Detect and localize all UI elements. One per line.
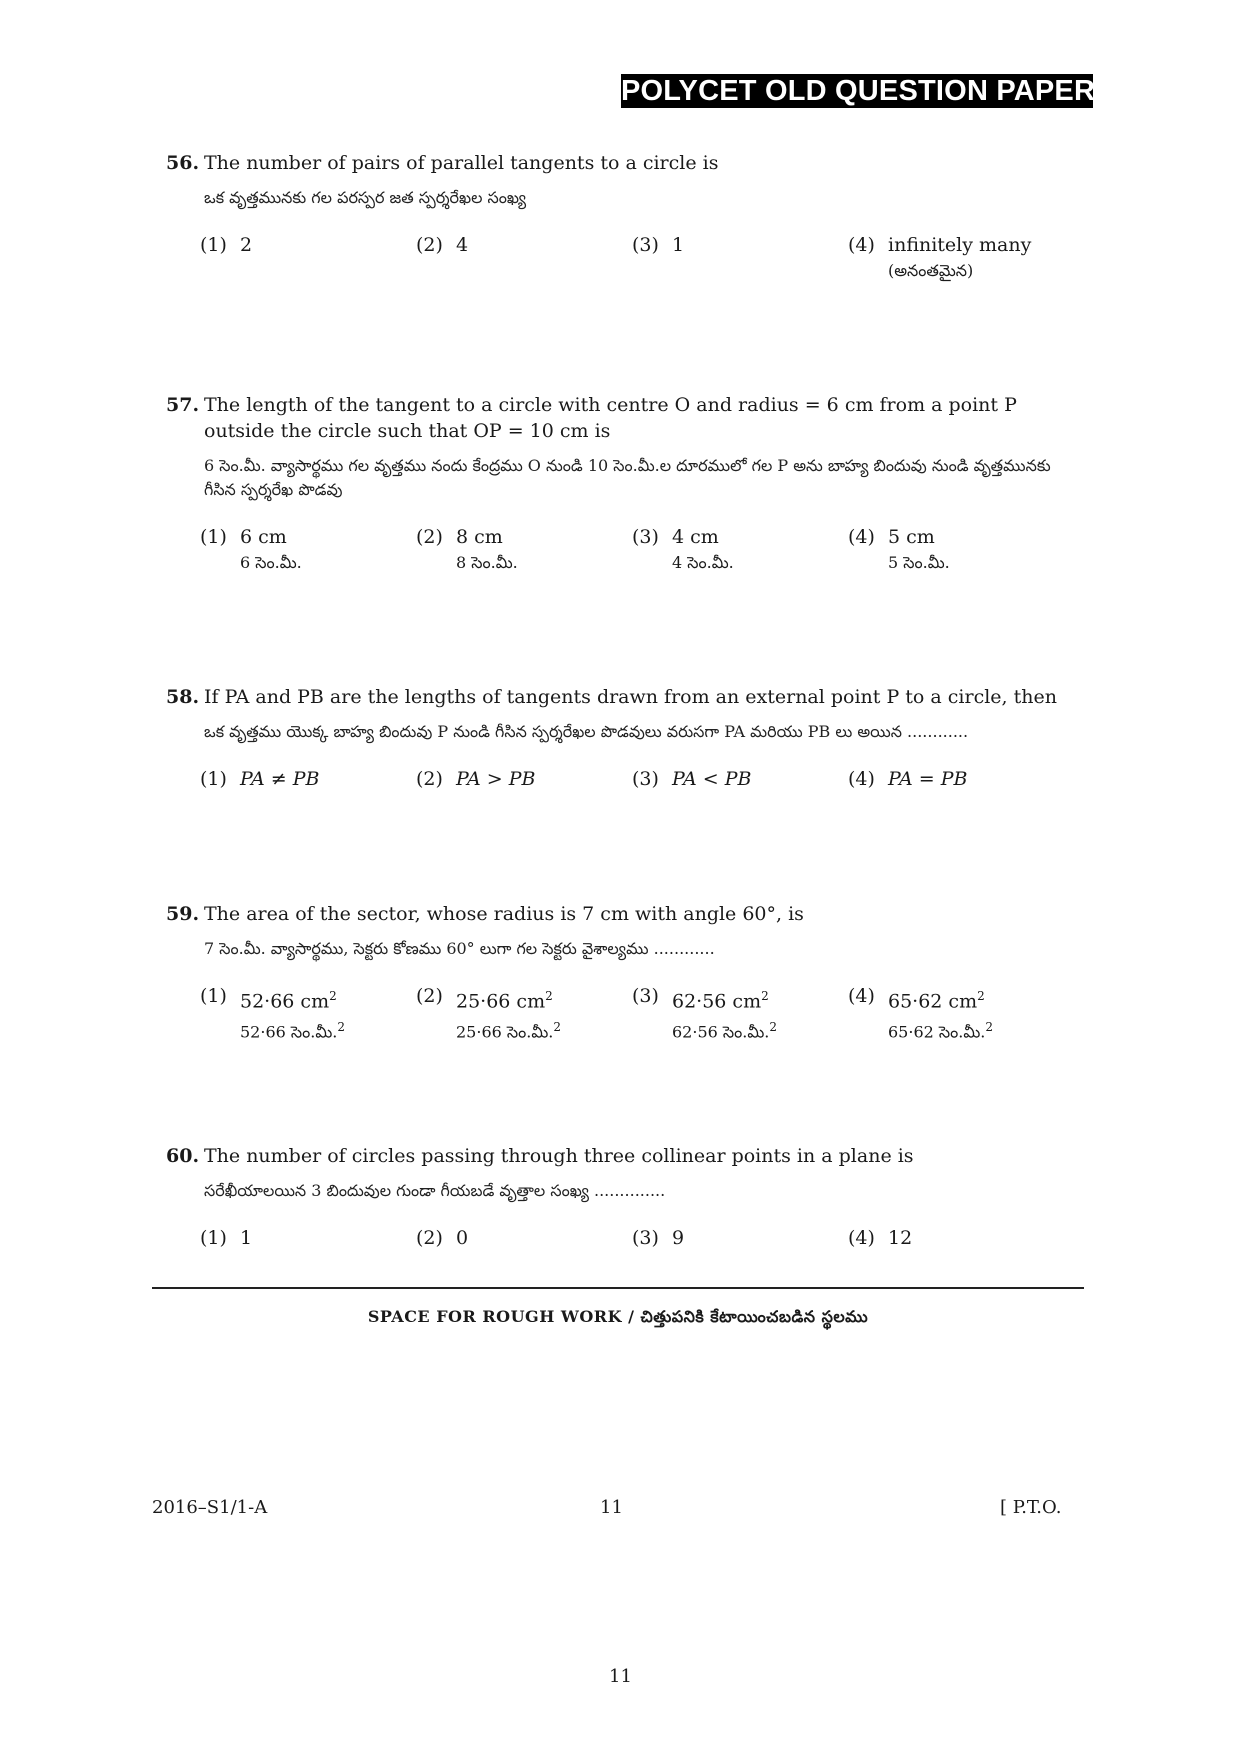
- option-3: (3) 1: [632, 234, 685, 256]
- question-number: 58.: [166, 686, 200, 708]
- question-60: [166, 1143, 1086, 1285]
- question-english: The number of pairs of parallel tangents to a circle is: [204, 152, 719, 174]
- option-1: (1) PA ≠ PB: [200, 768, 320, 790]
- question-telugu: 7 సెం.మీ. వ్యాసార్థము, సెక్టరు కోణము 60° లుగా గల సెక్టరు వైశాల్యము ............: [204, 939, 715, 958]
- question-number: 57.: [166, 394, 200, 416]
- section-divider: [152, 1287, 1084, 1289]
- options: [166, 1225, 1086, 1285]
- question-56: [166, 150, 1086, 292]
- option-4: (4) 65·62 $cm^2$ 65·62 సెం.మీ.$^2$: [848, 985, 993, 1042]
- option-3: (3) 62·56 $cm^2$ 62·56 సెం.మీ.$^2$: [632, 985, 777, 1042]
- question-number: 59.: [166, 903, 200, 925]
- question-english: The area of the sector, whose radius is 7 cm with angle 60°, is: [204, 903, 804, 925]
- question-58: [166, 684, 1086, 826]
- question-english: The number of circles passing through three collinear points in a plane is: [204, 1145, 914, 1167]
- question-number: 60.: [166, 1145, 200, 1167]
- options: [166, 766, 1086, 826]
- footer-code: 2016–S1/1-A: [152, 1497, 268, 1518]
- question-telugu: ఒక వృత్తమునకు గల పరస్పర జత స్పర్శరేఖల సంఖ్య: [204, 188, 527, 207]
- page-number: 11: [609, 1666, 632, 1687]
- option-2: (2) PA > PB: [416, 768, 536, 790]
- question-english: The length of the tangent to a circle with centre O and radius = 6 cm from a point P outside the circle such that OP = 10 cm is: [204, 394, 1017, 442]
- question-text: [166, 150, 1086, 176]
- option-2: (2) 4: [416, 234, 469, 256]
- option-2: (2) 8 cm 8 సెం.మీ.: [416, 526, 518, 572]
- footer-page: 11: [600, 1497, 623, 1518]
- question-57: [166, 392, 1086, 584]
- question-telugu: ఒక వృత్తము యొక్క బాహ్య బిందువు P నుండి గీసిన స్పర్శరేఖల పొడవులు వరుసగా PA మరియు PB లు అయిన ............: [204, 722, 969, 741]
- question-text: [166, 1143, 1086, 1169]
- option-4: (4) PA = PB: [848, 768, 968, 790]
- question-number: 56.: [166, 152, 200, 174]
- options: [166, 232, 1086, 292]
- question-telugu: 6 సెం.మీ. వ్యాసార్థము గల వృత్తము నందు కేంద్రము O నుండి 10 సెం.మీ.ల దూరములో గల P అను బాహ్య బిందువు నుండి వృత్తమునకు గీసిన స్పర్శరేఖ పొడవు: [204, 456, 1051, 499]
- option-1: (1) 1: [200, 1227, 253, 1249]
- question-text: [166, 684, 1086, 710]
- rough-work-label: SPACE FOR ROUGH WORK / చిత్తుపనికి కేటాయించబడిన స్థలము: [367, 1307, 869, 1326]
- option-4: (4) infinitely many (అనంతమైన): [848, 234, 1032, 280]
- question-telugu: సరేఖీయాలయిన 3 బిందువుల గుండా గీయబడే వృత్తాల సంఖ్య ..............: [204, 1181, 666, 1200]
- option-3: (3) 9: [632, 1227, 685, 1249]
- page-banner: POLYCET OLD QUESTION PAPER: [621, 75, 1096, 107]
- option-4: (4) 5 cm 5 సెం.మీ.: [848, 526, 950, 572]
- options: [166, 524, 1086, 584]
- question-text: [166, 392, 1086, 444]
- footer-pto: [ P.T.O.: [1000, 1497, 1062, 1518]
- question-text: [166, 901, 1086, 927]
- option-3: (3) PA < PB: [632, 768, 752, 790]
- option-2: (2) 0: [416, 1227, 469, 1249]
- question-english: If PA and PB are the lengths of tangents drawn from an external point P to a circle, then: [204, 686, 1057, 708]
- option-1: (1) 2: [200, 234, 253, 256]
- option-4: (4) 12: [848, 1227, 913, 1249]
- option-2: (2) 25·66 $cm^2$ 25·66 సెం.మీ.$^2$: [416, 985, 561, 1042]
- question-59: [166, 901, 1086, 1043]
- option-1: (1) 6 cm 6 సెం.మీ.: [200, 526, 302, 572]
- option-1: (1) 52·66 $cm^2$ 52·66 సెం.మీ.$^2$: [200, 985, 345, 1042]
- option-3: (3) 4 cm 4 సెం.మీ.: [632, 526, 734, 572]
- options: [166, 983, 1086, 1043]
